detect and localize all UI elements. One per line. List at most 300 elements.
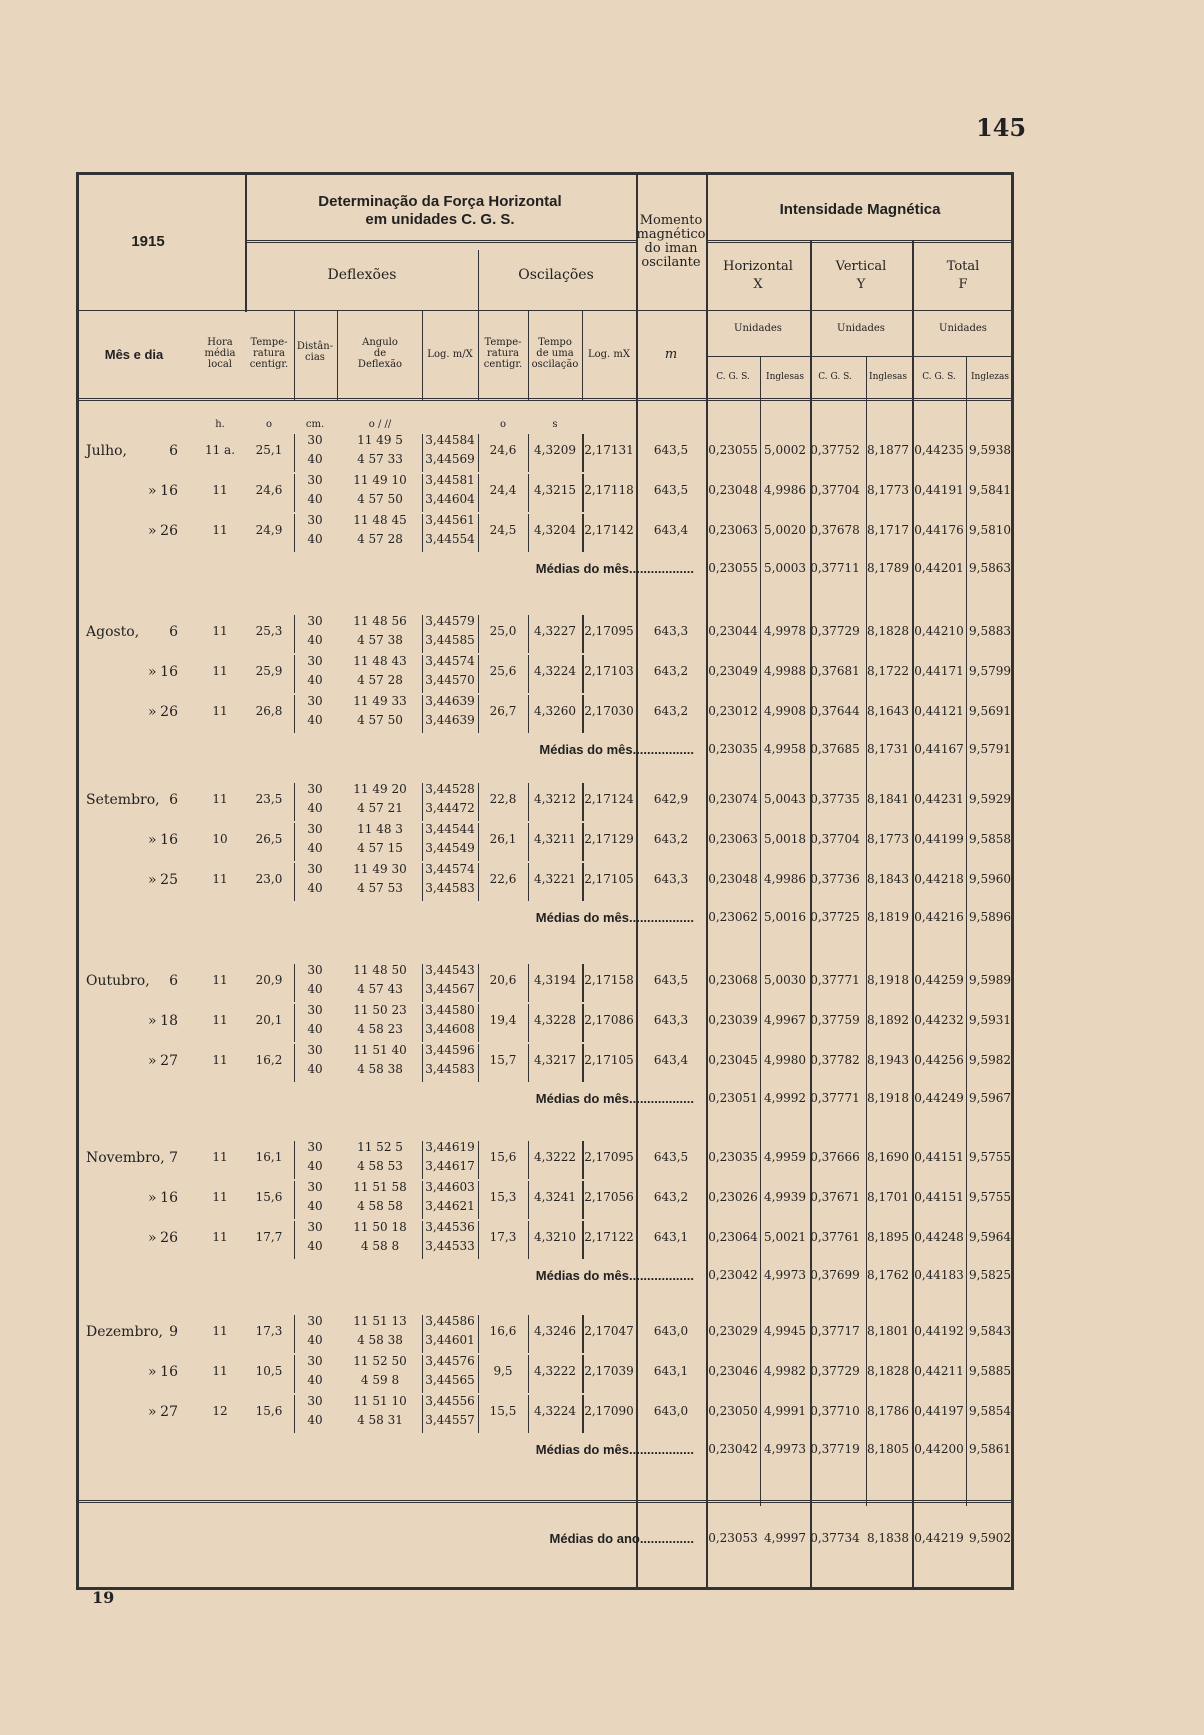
m-cell: 643,1 — [653, 1364, 689, 1378]
logmx-cell: 2,17056 — [584, 1190, 634, 1204]
temp-cell: 16,2 — [255, 1053, 283, 1067]
intensity-cell: 0,37671 — [810, 1190, 860, 1204]
angle-cell: 11 48 43 — [353, 654, 407, 668]
day-number: 26 — [160, 523, 178, 539]
temp-cell: 20,9 — [255, 973, 283, 987]
media-mes-cell: 9,5861 — [969, 1442, 1011, 1456]
log-cell: 3,44601 — [425, 1333, 475, 1347]
intensity-cell: 9,5691 — [969, 704, 1011, 718]
rule-v — [294, 1355, 295, 1393]
temp-osc-cell: 20,6 — [489, 973, 517, 987]
angle-cell: 11 49 30 — [353, 862, 407, 876]
log-cell: 3,44581 — [425, 473, 475, 487]
month-day-label: » — [148, 704, 157, 720]
intensity-cell: 0,23064 — [708, 1230, 758, 1244]
tempo-cell: 4,3209 — [534, 443, 576, 457]
intensity-cell: 9,5883 — [969, 624, 1011, 638]
mes-dia-header: Mês e dia — [104, 347, 164, 362]
log-cell: 3,44619 — [425, 1140, 475, 1154]
distance-cell: 30 — [307, 614, 323, 628]
day-number: 18 — [160, 1013, 178, 1029]
media-mes-label: Médias do mês.................. — [535, 910, 694, 925]
temp-osc-cell: 15,6 — [489, 1150, 517, 1164]
dist-header: Distân- — [296, 341, 334, 352]
distance-cell: 40 — [307, 1239, 323, 1253]
hora-cell: 10 — [212, 832, 228, 846]
angle-cell: 11 49 20 — [353, 782, 407, 796]
temp-cell: 17,3 — [255, 1324, 283, 1338]
media-mes-cell: 0,44249 — [914, 1091, 964, 1105]
log-mx-header: Log. m/X — [427, 349, 473, 360]
angle-cell: 4 57 15 — [357, 841, 403, 855]
day-number: 16 — [160, 664, 178, 680]
rule-v — [528, 655, 529, 693]
intensity-cell: 8,1918 — [867, 973, 909, 987]
intensity-cell: 0,23035 — [708, 1150, 758, 1164]
media-mes-cell: 0,23062 — [708, 910, 758, 924]
logmx-cell: 2,17131 — [584, 443, 634, 457]
hora-cell: 11 — [212, 1190, 228, 1204]
rule-v — [478, 1315, 479, 1353]
intensity-cell: 0,37704 — [810, 483, 860, 497]
rule-v — [528, 863, 529, 901]
tempo-cell: 4,3246 — [534, 1324, 576, 1338]
media-mes-cell: 0,44216 — [914, 910, 964, 924]
hora-cell: 11 — [212, 973, 228, 987]
intensity-cell: 8,1895 — [867, 1230, 909, 1244]
rule-v — [478, 964, 479, 1002]
media-mes-cell: 8,1819 — [867, 910, 909, 924]
intensity-cell: 0,23050 — [708, 1404, 758, 1418]
media-mes-cell: 0,37725 — [810, 910, 860, 924]
rule-h — [706, 240, 1014, 243]
intensity-cell: 0,37717 — [810, 1324, 860, 1338]
temp-osc-cell: 24,4 — [489, 483, 517, 497]
rule-v — [528, 823, 529, 861]
distance-cell: 30 — [307, 862, 323, 876]
m-cell: 643,2 — [653, 1190, 689, 1204]
intensity-cell: 0,44248 — [914, 1230, 964, 1244]
intensity-cell: 0,44211 — [914, 1364, 964, 1378]
day-number: 26 — [160, 704, 178, 720]
hora-cell: 11 — [212, 1150, 228, 1164]
rule-v — [478, 655, 479, 693]
tempo-header: de uma — [536, 348, 574, 359]
unit-header: Inglezas — [970, 372, 1010, 382]
media-mes-cell: 8,1805 — [867, 1442, 909, 1456]
day-number: 7 — [169, 1150, 178, 1166]
tempo-cell: 4,3260 — [534, 704, 576, 718]
m-cell: 643,2 — [653, 832, 689, 846]
rule-v — [294, 1044, 295, 1082]
intensity-cell: 0,44199 — [914, 832, 964, 846]
intensity-cell: 0,44197 — [914, 1404, 964, 1418]
log-cell: 3,44567 — [425, 982, 475, 996]
temp-cell: 24,6 — [255, 483, 283, 497]
intensity-cell: 9,5843 — [969, 1324, 1011, 1338]
temp-osc-header: centigr. — [483, 359, 523, 370]
hora-cell: 11 — [212, 664, 228, 678]
media-ano-cell: 4,9997 — [764, 1531, 806, 1545]
intensity-cell: 9,5858 — [969, 832, 1011, 846]
intensity-cell: 8,1643 — [867, 704, 909, 718]
media-mes-cell: 0,44201 — [914, 561, 964, 575]
hora-cell: 11 — [212, 704, 228, 718]
distance-cell: 30 — [307, 782, 323, 796]
day-number: 9 — [169, 1324, 178, 1340]
temp-osc-cell: 19,4 — [489, 1013, 517, 1027]
log-cell: 3,44533 — [425, 1239, 475, 1253]
m-cell: 643,0 — [653, 1324, 689, 1338]
logmx-cell: 2,17158 — [584, 973, 634, 987]
distance-cell: 30 — [307, 473, 323, 487]
intensity-cell: 0,37782 — [810, 1053, 860, 1067]
logmx-cell: 2,17095 — [584, 624, 634, 638]
tempo-cell: 4,3211 — [534, 832, 576, 846]
log-cell: 3,44603 — [425, 1180, 475, 1194]
angle-cell: 4 57 50 — [357, 492, 403, 506]
rule-v — [528, 964, 529, 1002]
intensity-cell: 0,37759 — [810, 1013, 860, 1027]
intensity-cell: 8,1943 — [867, 1053, 909, 1067]
rule-v — [294, 1221, 295, 1259]
total-header: Total — [946, 259, 980, 274]
temp-cell: 25,9 — [255, 664, 283, 678]
media-mes-cell: 8,1789 — [867, 561, 909, 575]
day-number: 6 — [169, 624, 178, 640]
media-mes-cell: 4,9958 — [764, 742, 806, 756]
intensity-cell: 0,44232 — [914, 1013, 964, 1027]
intensity-cell: 9,5885 — [969, 1364, 1011, 1378]
intensity-cell: 0,44176 — [914, 523, 964, 537]
unidades-header: Unidades — [837, 323, 885, 334]
rule-v — [478, 434, 479, 472]
intensity-cell: 9,5755 — [969, 1190, 1011, 1204]
rule-v — [294, 474, 295, 512]
intensity-cell: 4,9986 — [764, 872, 806, 886]
angle-cell: 4 57 43 — [357, 982, 403, 996]
log-cell: 3,44617 — [425, 1159, 475, 1173]
tempo-cell: 4,3210 — [534, 1230, 576, 1244]
intensity-cell: 0,23026 — [708, 1190, 758, 1204]
intensity-cell: 0,44256 — [914, 1053, 964, 1067]
m-cell: 642,9 — [653, 792, 689, 806]
log-cell: 3,44557 — [425, 1413, 475, 1427]
rule-v — [294, 783, 295, 821]
angle-cell: 11 51 13 — [353, 1314, 407, 1328]
intensity-cell: 0,23063 — [708, 523, 758, 537]
distance-cell: 30 — [307, 654, 323, 668]
angle-cell: 4 58 38 — [357, 1062, 403, 1076]
distance-cell: 40 — [307, 1199, 323, 1213]
rule-v — [528, 474, 529, 512]
intensity-cell: 5,0002 — [764, 443, 806, 457]
m-cell: 643,5 — [653, 443, 689, 457]
intensity-cell: 0,37761 — [810, 1230, 860, 1244]
media-mes-cell: 4,9973 — [764, 1442, 806, 1456]
rule-v — [582, 310, 583, 400]
log-cell: 3,44569 — [425, 452, 475, 466]
intensity-cell: 5,0043 — [764, 792, 806, 806]
angle-cell: 4 57 28 — [357, 673, 403, 687]
temp-osc-header: ratura — [487, 348, 519, 359]
angulo-header: Angulo — [362, 337, 398, 348]
log-cell: 3,44608 — [425, 1022, 475, 1036]
tempo-cell: 4,3204 — [534, 523, 576, 537]
log-mX-header: Log. mX — [587, 349, 631, 360]
rule-v — [478, 1044, 479, 1082]
day-number: 6 — [169, 443, 178, 459]
momento-header: oscilante — [641, 255, 701, 270]
intensity-cell: 4,9988 — [764, 664, 806, 678]
distance-cell: 30 — [307, 1043, 323, 1057]
temp-cell: 25,3 — [255, 624, 283, 638]
temp-osc-header: Tempe- — [484, 337, 522, 348]
log-cell: 3,44576 — [425, 1354, 475, 1368]
tempo-cell: 4,3224 — [534, 664, 576, 678]
month-day-label: Outubro, — [86, 973, 150, 989]
m-cell: 643,2 — [653, 664, 689, 678]
rule-v — [528, 1181, 529, 1219]
rule-v — [422, 310, 423, 400]
rule-v — [422, 1044, 423, 1082]
distance-cell: 40 — [307, 841, 323, 855]
unit-temp: o — [265, 419, 273, 430]
rule-v — [478, 615, 479, 653]
m-cell: 643,3 — [653, 624, 689, 638]
month-day-label: Setembro, — [86, 792, 160, 808]
rule-v — [422, 1315, 423, 1353]
intensity-cell: 4,9991 — [764, 1404, 806, 1418]
rule-v — [528, 615, 529, 653]
logmx-cell: 2,17105 — [584, 1053, 634, 1067]
temp-header: centigr. — [249, 359, 289, 370]
intensity-cell: 9,5960 — [969, 872, 1011, 886]
angle-cell: 11 48 56 — [353, 614, 407, 628]
hora-cell: 11 — [212, 1013, 228, 1027]
distance-cell: 40 — [307, 532, 323, 546]
media-mes-cell: 0,23042 — [708, 1442, 758, 1456]
angle-cell: 4 58 53 — [357, 1159, 403, 1173]
rule-v — [294, 434, 295, 472]
intensity-cell: 0,44210 — [914, 624, 964, 638]
section-title: Determinação da Força Horizontal — [318, 193, 562, 210]
month-day-label: » — [148, 1230, 157, 1246]
rule-v — [422, 1181, 423, 1219]
temp-cell: 26,5 — [255, 832, 283, 846]
temp-osc-cell: 24,5 — [489, 523, 517, 537]
tempo-header: oscilação — [531, 359, 579, 370]
angle-cell: 4 57 28 — [357, 532, 403, 546]
media-ano-cell: 0,37734 — [810, 1531, 860, 1545]
intensity-cell: 4,9945 — [764, 1324, 806, 1338]
media-mes-cell: 8,1731 — [867, 742, 909, 756]
month-day-label: » — [148, 832, 157, 848]
intensity-cell: 0,37752 — [810, 443, 860, 457]
media-mes-cell: 0,37711 — [810, 561, 860, 575]
media-mes-cell: 5,0016 — [764, 910, 806, 924]
intensity-cell: 0,44218 — [914, 872, 964, 886]
distance-cell: 40 — [307, 673, 323, 687]
m-cell: 643,4 — [653, 1053, 689, 1067]
rule-v — [528, 1044, 529, 1082]
intensity-cell: 0,44151 — [914, 1190, 964, 1204]
intensity-cell: 0,44192 — [914, 1324, 964, 1338]
hora-cell: 11 a. — [204, 443, 236, 457]
tempo-cell: 4,3222 — [534, 1150, 576, 1164]
log-cell: 3,44574 — [425, 862, 475, 876]
angle-cell: 11 48 3 — [357, 822, 403, 836]
hora-header: local — [208, 359, 232, 370]
horizontal-symbol: X — [753, 277, 763, 292]
intensity-cell: 0,23039 — [708, 1013, 758, 1027]
rule-v — [422, 434, 423, 472]
intensity-cell: 0,37729 — [810, 624, 860, 638]
rule-v — [294, 964, 295, 1002]
rule-v — [422, 964, 423, 1002]
angle-cell: 11 52 50 — [353, 1354, 407, 1368]
media-mes-cell: 9,5863 — [969, 561, 1011, 575]
intensity-cell: 8,1828 — [867, 624, 909, 638]
angle-cell: 11 50 18 — [353, 1220, 407, 1234]
angle-cell: 4 58 31 — [357, 1413, 403, 1427]
log-cell: 3,44639 — [425, 694, 475, 708]
tempo-cell: 4,3241 — [534, 1190, 576, 1204]
tempo-cell: 4,3224 — [534, 1404, 576, 1418]
temp-osc-cell: 26,7 — [489, 704, 517, 718]
log-cell: 3,44536 — [425, 1220, 475, 1234]
angle-cell: 11 51 58 — [353, 1180, 407, 1194]
m-cell: 643,3 — [653, 1013, 689, 1027]
hora-cell: 11 — [212, 1364, 228, 1378]
hora-cell: 11 — [212, 1324, 228, 1338]
rule-v — [478, 1004, 479, 1042]
temp-cell: 24,9 — [255, 523, 283, 537]
angulo-header: de — [373, 348, 387, 359]
total-symbol: F — [958, 277, 968, 292]
media-mes-cell: 9,5791 — [969, 742, 1011, 756]
media-mes-cell: 4,9973 — [764, 1268, 806, 1282]
log-cell: 3,44580 — [425, 1003, 475, 1017]
angle-cell: 11 52 5 — [357, 1140, 403, 1154]
rule-v — [636, 172, 638, 1588]
rule-v — [528, 695, 529, 733]
rule-v — [478, 1355, 479, 1393]
media-mes-cell: 9,5825 — [969, 1268, 1011, 1282]
rule-v — [294, 1004, 295, 1042]
day-number: 25 — [160, 872, 178, 888]
tempo-cell: 4,3222 — [534, 1364, 576, 1378]
logmx-cell: 2,17095 — [584, 1150, 634, 1164]
intensity-cell: 8,1841 — [867, 792, 909, 806]
log-cell: 3,44543 — [425, 963, 475, 977]
temp-osc-cell: 24,6 — [489, 443, 517, 457]
rule-v — [966, 356, 967, 1506]
distance-cell: 40 — [307, 1333, 323, 1347]
media-ano-label: Médias do ano............... — [549, 1531, 694, 1546]
year-label: 1915 — [131, 233, 165, 250]
intensity-cell: 0,37735 — [810, 792, 860, 806]
log-cell: 3,44544 — [425, 822, 475, 836]
month-day-label: » — [148, 523, 157, 539]
hora-cell: 11 — [212, 483, 228, 497]
temp-header: ratura — [253, 348, 285, 359]
tempo-cell: 4,3215 — [534, 483, 576, 497]
distance-cell: 40 — [307, 633, 323, 647]
intensity-cell: 0,37710 — [810, 1404, 860, 1418]
unit-header: Inglesas — [869, 372, 907, 382]
intensity-cell: 9,5989 — [969, 973, 1011, 987]
intensity-cell: 8,1892 — [867, 1013, 909, 1027]
horizontal-header: Horizontal — [723, 259, 793, 274]
month-day-label: » — [148, 1364, 157, 1380]
media-mes-cell: 0,44167 — [914, 742, 964, 756]
intensity-cell: 5,0030 — [764, 973, 806, 987]
logmx-cell: 2,17129 — [584, 832, 634, 846]
tempo-cell: 4,3217 — [534, 1053, 576, 1067]
intensity-cell: 9,5810 — [969, 523, 1011, 537]
rule-v — [478, 1395, 479, 1433]
intensity-cell: 0,44191 — [914, 483, 964, 497]
media-mes-cell: 0,23055 — [708, 561, 758, 575]
intensity-cell: 8,1773 — [867, 483, 909, 497]
unit-angulo: o / // — [368, 419, 392, 430]
day-number: 16 — [160, 1190, 178, 1206]
oscilacoes-header: Oscilações — [518, 267, 594, 283]
intensity-cell: 9,5799 — [969, 664, 1011, 678]
intensity-cell: 4,9986 — [764, 483, 806, 497]
page-number: 145 — [976, 113, 1027, 142]
rule-v — [422, 655, 423, 693]
rule-v — [528, 310, 529, 400]
m-cell: 643,5 — [653, 1150, 689, 1164]
rule-v — [294, 1181, 295, 1219]
month-day-label: Novembro, — [86, 1150, 165, 1166]
intensity-cell: 8,1786 — [867, 1404, 909, 1418]
rule-h — [76, 310, 1014, 311]
day-number: 16 — [160, 1364, 178, 1380]
distance-cell: 40 — [307, 801, 323, 815]
angle-cell: 11 49 10 — [353, 473, 407, 487]
distance-cell: 40 — [307, 492, 323, 506]
distance-cell: 30 — [307, 963, 323, 977]
distance-cell: 30 — [307, 1140, 323, 1154]
media-mes-cell: 0,23035 — [708, 742, 758, 756]
media-ano-cell: 9,5902 — [969, 1531, 1011, 1545]
temp-osc-cell: 9,5 — [493, 1364, 513, 1378]
intensity-cell: 0,23074 — [708, 792, 758, 806]
tempo-cell: 4,3227 — [534, 624, 576, 638]
intensity-cell: 4,9939 — [764, 1190, 806, 1204]
rule-v — [478, 1141, 479, 1179]
intensity-cell: 0,44151 — [914, 1150, 964, 1164]
hora-header: média — [204, 348, 236, 359]
distance-cell: 40 — [307, 1373, 323, 1387]
rule-v — [294, 1395, 295, 1433]
rule-v — [478, 863, 479, 901]
intensity-cell: 0,23044 — [708, 624, 758, 638]
rule-h — [76, 1500, 1014, 1503]
logmx-cell: 2,17090 — [584, 1404, 634, 1418]
rule-v — [478, 1181, 479, 1219]
log-cell: 3,44583 — [425, 1062, 475, 1076]
intensity-cell: 9,5931 — [969, 1013, 1011, 1027]
intensity-cell: 0,37729 — [810, 1364, 860, 1378]
rule-h — [245, 240, 636, 243]
rule-v — [528, 1004, 529, 1042]
rule-v — [422, 695, 423, 733]
angle-cell: 4 58 8 — [360, 1239, 400, 1253]
